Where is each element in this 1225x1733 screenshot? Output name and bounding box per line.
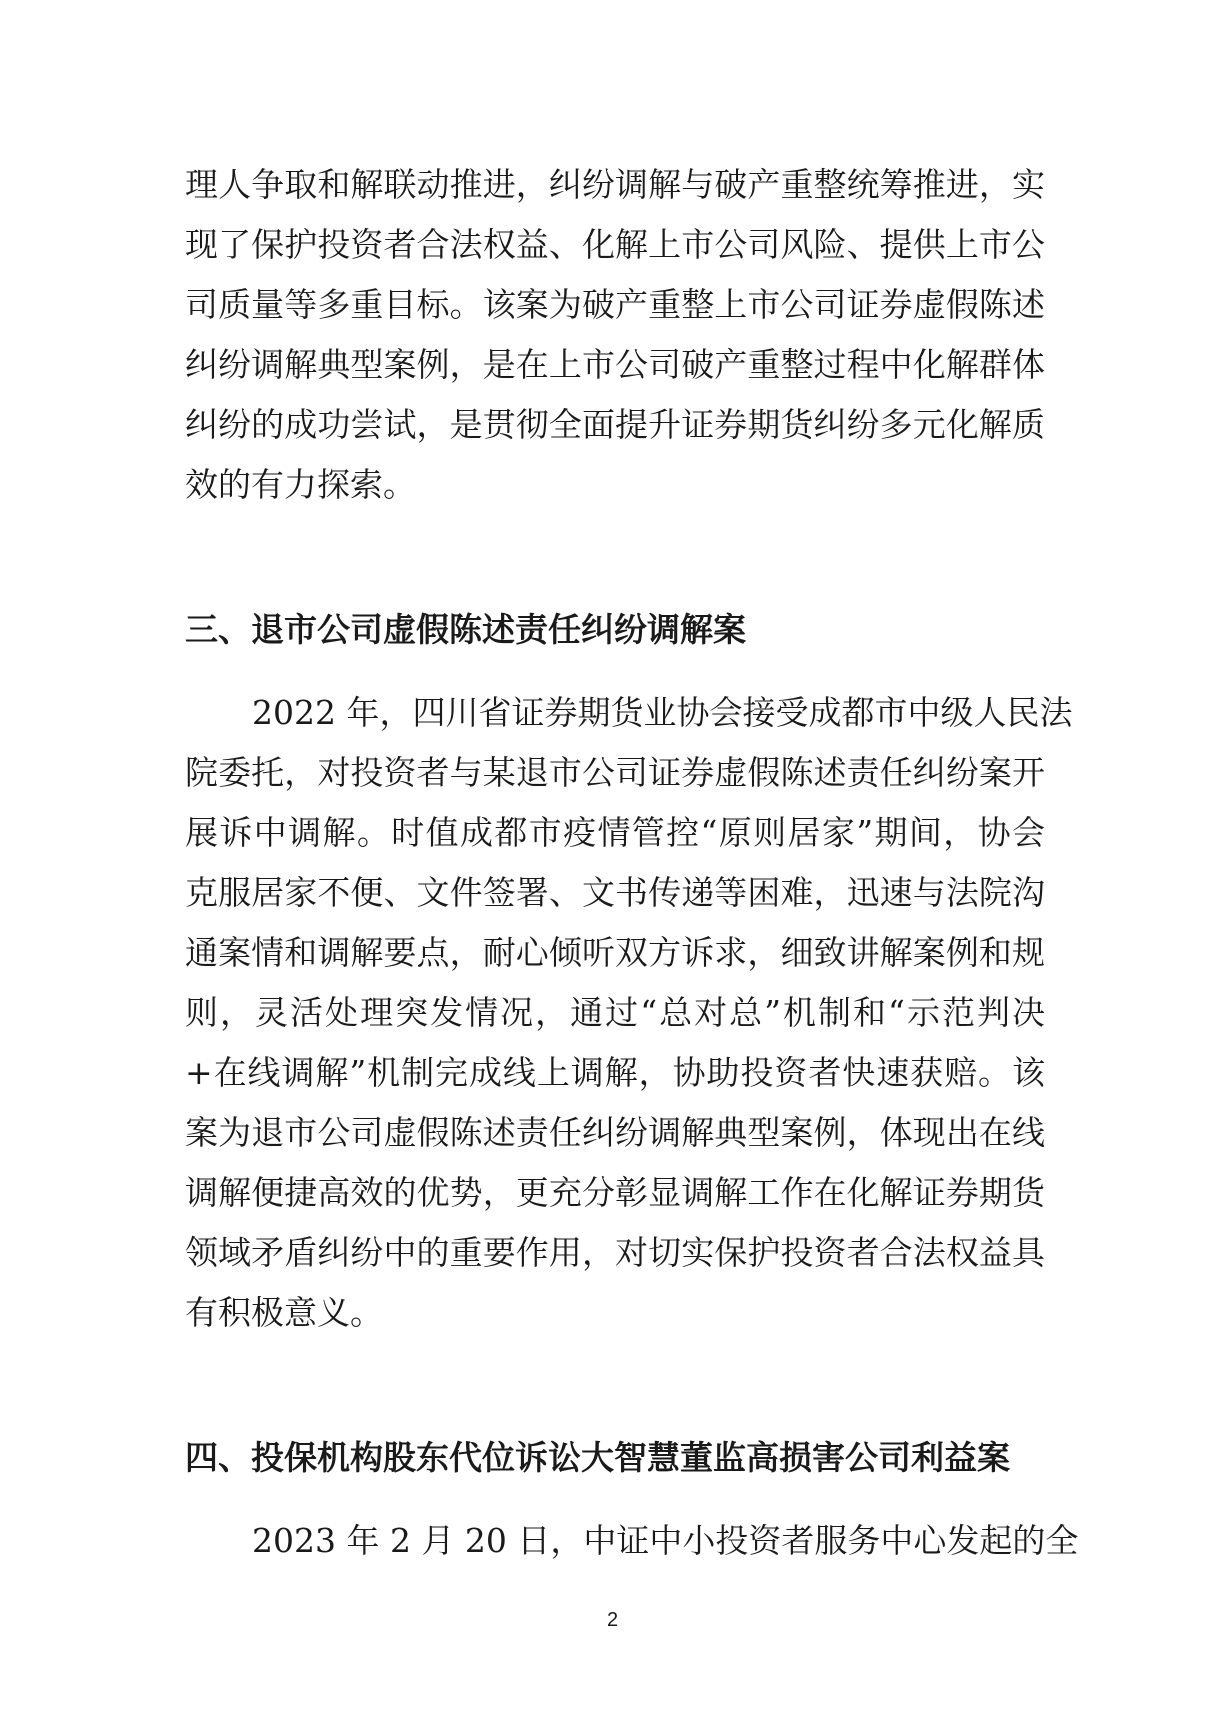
paragraph-line: 2023 年 2 月 20 日，中证中小投资者服务中心发起的全 (252, 1521, 1079, 1560)
paragraph-line: 案为退市公司虚假陈述责任纠纷调解典型案例，体现出在线 (185, 1113, 1045, 1152)
paragraph-line: 克服居家不便、文件签署、文书传递等困难，迅速与法院沟 (185, 873, 1045, 912)
paragraph-line: 纠纷调解典型案例，是在上市公司破产重整过程中化解群体 (185, 345, 1045, 384)
paragraph-line: +在线调解”机制完成线上调解，协助投资者快速获赔。该 (185, 1053, 1045, 1092)
paragraph-line: 效的有力探索。 (185, 465, 416, 504)
paragraph-line: 有积极意义。 (185, 1293, 383, 1332)
paragraph-line: 展诉中调解。时值成都市疫情管控“原则居家”期间，协会 (185, 813, 1045, 852)
paragraph-line: 调解便捷高效的优势，更充分彰显调解工作在化解证券期货 (185, 1173, 1045, 1212)
paragraph-line: 2022 年，四川省证券期货业协会接受成都市中级人民法 (252, 693, 1073, 732)
paragraph-line: 则，灵活处理突发情况，通过“总对总”机制和“示范判决 (185, 993, 1045, 1032)
section-heading: 三、退市公司虚假陈述责任纠纷调解案 (185, 610, 746, 649)
paragraph-line: 院委托，对投资者与某退市公司证券虚假陈述责任纠纷案开 (185, 753, 1045, 792)
paragraph-line: 现了保护投资者合法权益、化解上市公司风险、提供上市公 (185, 225, 1045, 264)
page-number: 2 (606, 1609, 619, 1631)
paragraph-line: 通案情和调解要点，耐心倾听双方诉求，细致讲解案例和规 (185, 933, 1045, 972)
paragraph-line: 理人争取和解联动推进，纠纷调解与破产重整统筹推进，实 (185, 165, 1045, 204)
paragraph-line: 司质量等多重目标。该案为破产重整上市公司证券虚假陈述 (185, 285, 1045, 324)
paragraph-line: 纠纷的成功尝试，是贯彻全面提升证券期货纠纷多元化解质 (185, 405, 1045, 444)
section-heading: 四、投保机构股东代位诉讼大智慧董监高损害公司利益案 (185, 1438, 1010, 1477)
paragraph-line: 领域矛盾纠纷中的重要作用，对切实保护投资者合法权益具 (185, 1233, 1045, 1272)
